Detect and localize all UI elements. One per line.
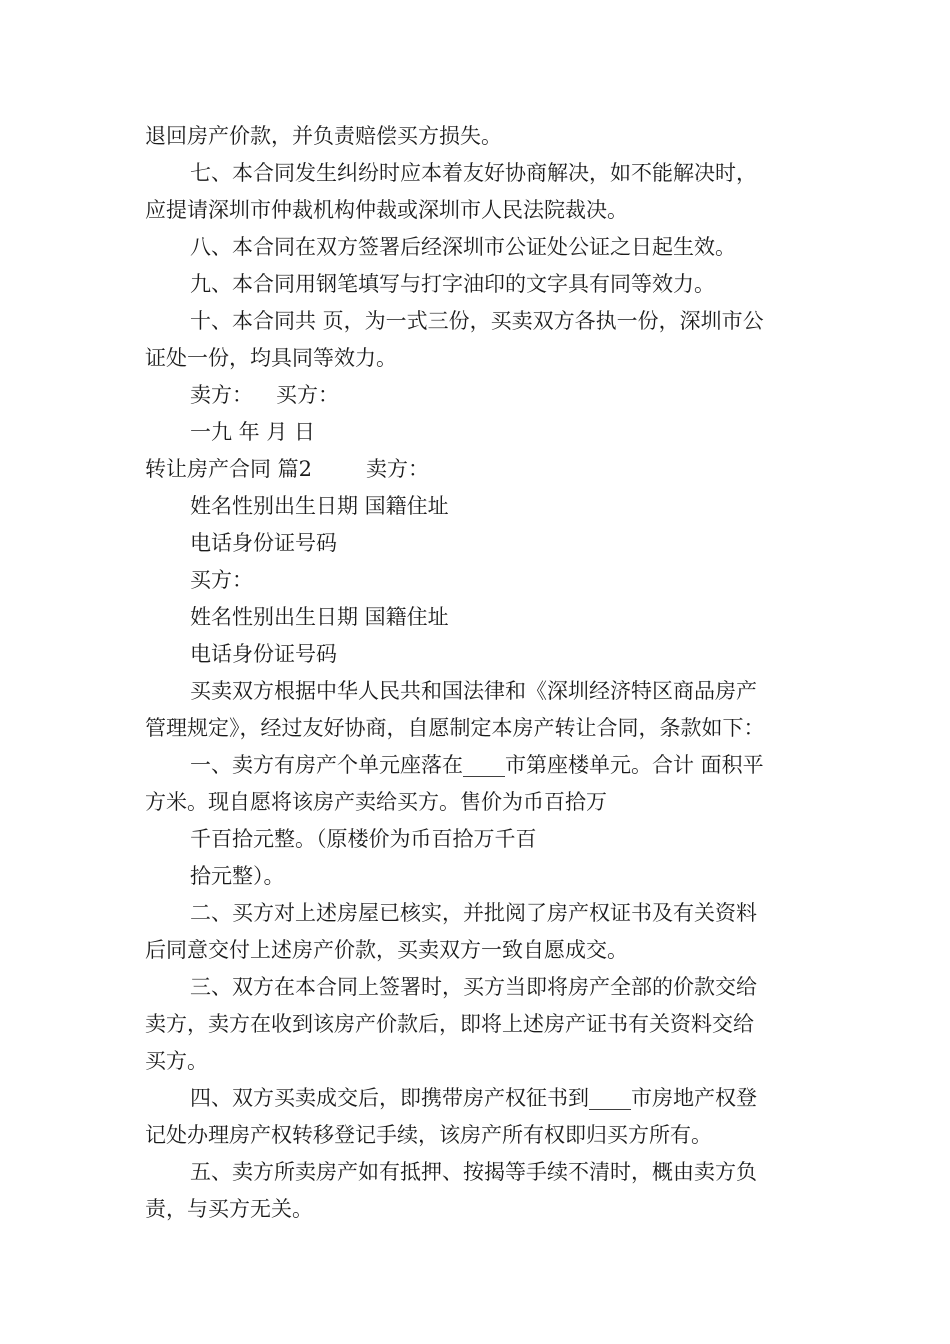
text-line: 八、本合同在双方签署后经深圳市公证处公证之日起生效。	[190, 235, 736, 259]
text-line: 九、本合同用钢笔填写与打字油印的文字具有同等效力。	[190, 272, 715, 296]
text-line: 卖方，卖方在收到该房产价款后，即将上述房产证书有关资料交给	[145, 1012, 754, 1036]
seller-label: 卖方：	[366, 457, 429, 481]
text-line: 管理规定》，经过友好协商，自愿制定本房产转让合同，条款如下：	[145, 716, 765, 740]
text-line: 十、本合同共 页，为一式三份，买卖双方各执一份，深圳市公	[190, 309, 764, 333]
text-line: 千百拾元整。（原楼价为币百拾万千百	[190, 827, 537, 851]
text-line: 买卖双方根据中华人民共和国法律和《深圳经济特区商品房产	[190, 679, 757, 703]
text-line: 退回房产价款，并负责赔偿买方损失。	[145, 124, 502, 148]
buyer-label: 买方：	[190, 568, 253, 592]
seller-sign-label: 卖方：	[190, 383, 253, 407]
text-line: 买方。	[145, 1049, 208, 1073]
text-line: 一、卖方有房产个单元座落在____市第座楼单元。合计 面积平	[190, 753, 764, 777]
text-line: 四、双方买卖成交后，即携带房产权征书到____市房地产权登	[190, 1086, 757, 1110]
text-line: 应提请深圳市仲裁机构仲裁或深圳市人民法院裁决。	[145, 198, 628, 222]
text-line: 二、买方对上述房屋已核实，并批阅了房产权证书及有关资料	[190, 901, 757, 925]
text-line: 姓名性别出生日期 国籍住址	[190, 605, 449, 629]
text-line: 方米。现自愿将该房产卖给买方。售价为币百拾万	[145, 790, 607, 814]
text-line: 后同意交付上述房产价款，买卖双方一致自愿成交。	[145, 938, 628, 962]
section-title: 转让房产合同 篇2	[145, 457, 313, 481]
text-line: 拾元整）。	[190, 864, 285, 888]
text-line: 电话身份证号码	[190, 531, 337, 555]
text-line: 七、本合同发生纠纷时应本着友好协商解决，如不能解决时，	[190, 161, 757, 185]
text-line: 电话身份证号码	[190, 642, 337, 666]
text-line: 姓名性别出生日期 国籍住址	[190, 494, 449, 518]
text-line: 责，与买方无关。	[145, 1197, 313, 1221]
buyer-sign-label: 买方：	[276, 383, 339, 407]
text-line: 记处办理房产权转移登记手续，该房产所有权即归买方所有。	[145, 1123, 712, 1147]
date-line: 一九 年 月 日	[190, 420, 316, 444]
text-line: 证处一份，均具同等效力。	[145, 346, 397, 370]
text-line: 五、卖方所卖房产如有抵押、按揭等手续不清时，概由卖方负	[190, 1160, 757, 1184]
text-line: 三、双方在本合同上签署时，买方当即将房产全部的价款交给	[190, 975, 757, 999]
